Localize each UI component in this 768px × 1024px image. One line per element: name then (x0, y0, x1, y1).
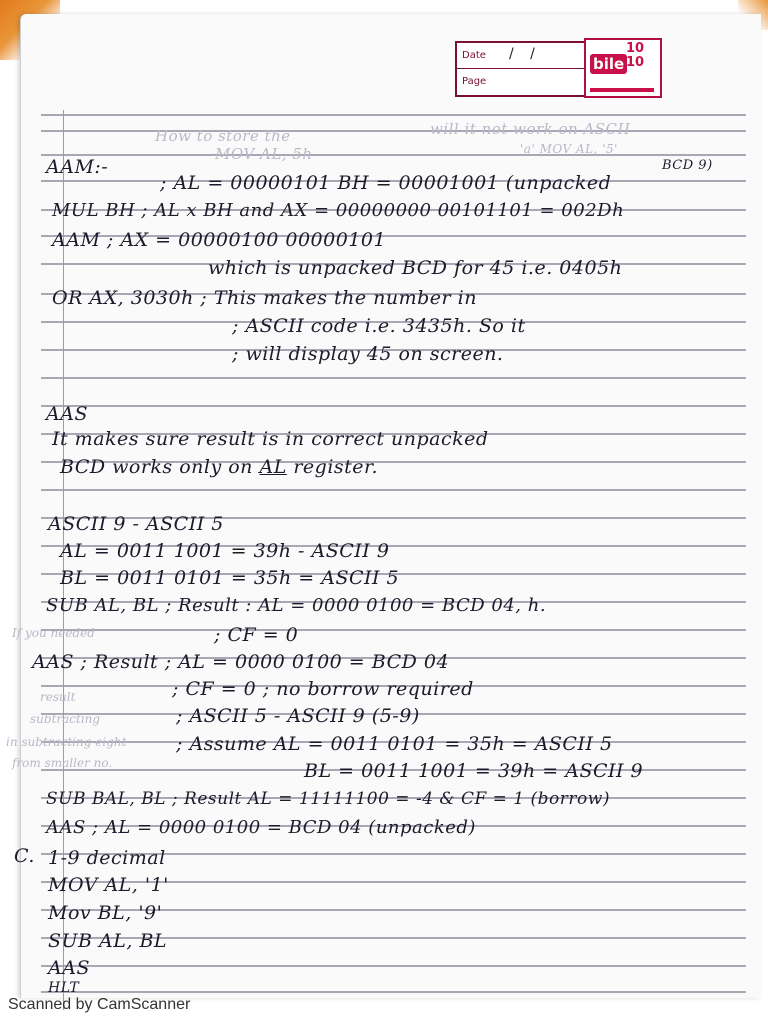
line-mov-bl: Mov BL, '9' (48, 902, 163, 924)
faint-note-top-mid: MOV AL, 5h (215, 145, 313, 163)
brand-score-top: 10 (626, 41, 645, 56)
line-unpacked-bcd: which is unpacked BCD for 45 i.e. 0405h (208, 257, 623, 279)
margin-note-3: subtracting (30, 712, 101, 726)
line-ascii9-ascii5: ASCII 9 - ASCII 5 (48, 513, 224, 535)
line-assume-bl: BL = 0011 1001 = 39h = ASCII 9 (304, 760, 644, 782)
line-al-bh: ; AL = 00000101 BH = 00001001 (unpacked (160, 172, 612, 194)
line-al-bh-note: BCD 9) (662, 158, 713, 173)
scanner-watermark: Scanned by CamScanner (8, 996, 191, 1013)
line-hlt: HLT (48, 980, 80, 996)
line-or-ax: OR AX, 3030h ; This makes the number in (52, 287, 477, 309)
faint-note-top-right: will it not work on ASCII (430, 120, 631, 138)
line-aas-desc-2a: BCD works only on (60, 456, 260, 478)
line-bl-value: BL = 0011 0101 = 35h = ASCII 5 (60, 567, 400, 589)
line-ascii-code: ; ASCII code i.e. 3435h. So it (232, 315, 526, 337)
line-decimal: 1-9 decimal (48, 847, 166, 869)
aam-heading: AAM:- (46, 156, 109, 178)
brand-score (626, 42, 644, 70)
line-mov-al: MOV AL, '1' (48, 874, 169, 896)
line-al-value: AL = 0011 1001 = 39h - ASCII 9 (60, 540, 390, 562)
page-row (457, 69, 585, 94)
faint-note-top-right-2: 'a' MOV AL, '5' (520, 142, 618, 156)
line-no-borrow: ; CF = 0 ; no borrow required (172, 678, 474, 700)
brand-score-bottom: 10 (626, 55, 645, 70)
line-aas-desc-2 (60, 456, 378, 478)
date-value: / / (509, 46, 541, 62)
margin-note-5: from smaller no. (12, 756, 113, 770)
line-aas-unpacked: AAS ; AL = 0000 0100 = BCD 04 (unpacked) (46, 817, 476, 838)
line-cf-0: ; CF = 0 (214, 624, 299, 646)
notebook-brand-logo (584, 38, 662, 98)
page-label: Page (462, 76, 487, 87)
brand-strip (590, 88, 654, 92)
line-aas-desc: It makes sure result is in correct unpacked (52, 428, 489, 450)
line-assume-al: ; Assume AL = 0011 0101 = 35h = ASCII 5 (176, 733, 613, 755)
line-aas-desc-2b: AL (259, 456, 287, 478)
faint-note-top-left: How to store the (155, 127, 291, 145)
line-aas-result: AAS ; Result ; AL = 0000 0100 = BCD 04 (32, 651, 450, 673)
brand-name: bile (590, 54, 627, 74)
line-sub: SUB AL, BL (48, 930, 168, 952)
line-aas-desc-2c: register. (286, 456, 379, 478)
margin-note-1: If you needed (12, 626, 95, 640)
line-aas-final: AAS (48, 957, 90, 979)
aas-heading: AAS (46, 403, 88, 425)
line-sub-al-bl: SUB AL, BL ; Result : AL = 0000 0100 = BCD 04, h. (46, 595, 547, 616)
line-display: ; will display 45 on screen. (232, 343, 504, 365)
margin-note-2: result (40, 690, 76, 704)
date-label: Date (462, 50, 486, 61)
item-number-c: C. (14, 845, 35, 867)
date-row (457, 43, 585, 69)
date-page-box (455, 41, 587, 97)
line-ascii5-ascii9: ; ASCII 5 - ASCII 9 (5-9) (176, 705, 420, 727)
margin-note-4: in subtracting eight (6, 735, 127, 749)
line-sub-bal-bl: SUB BAL, BL ; Result AL = 11111100 = -4 & CF = 1 (borrow) (46, 789, 610, 809)
line-mul-bh: MUL BH ; AL x BH and AX = 00000000 00101101 = 002Dh (52, 200, 625, 221)
line-aam: AAM ; AX = 00000100 00000101 (52, 229, 387, 251)
